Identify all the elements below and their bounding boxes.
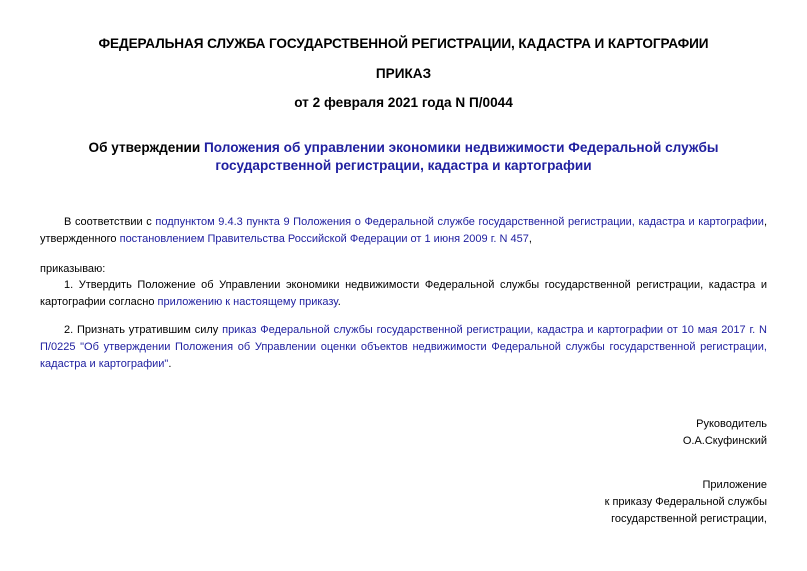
appendix-line-1: Приложение — [702, 479, 767, 491]
item2-text-2: . — [168, 358, 172, 370]
subject-prefix: Об утверждении — [88, 140, 205, 155]
document-type: ПРИКАЗ — [375, 66, 432, 81]
document-subject — [60, 139, 747, 175]
paragraph-item-1 — [40, 277, 767, 311]
item2-text-1: 2. Признать утратившим силу — [64, 324, 223, 336]
basis-text-1: В соответствии с — [64, 216, 156, 228]
paragraph-item-2 — [40, 322, 767, 373]
government-decree-link[interactable]: постановлением Правительства Российской Федерации от 1 июня 2009 г. N 457 — [119, 233, 529, 245]
repealed-order-link[interactable]: приказ Федеральной службы государственной регистрации, кадастра и картографии от 10 мая 2017 г. N П/0225 "Об утверждении Положения об Управлении оценки объектов недвижимости Федеральной службы государственной регистрации, кадастра и картографии" — [40, 324, 768, 370]
basis-text-2: , утвержденного — [40, 216, 767, 245]
basis-text-3: , — [528, 233, 532, 245]
signature-name: О.А.Скуфинский — [682, 435, 767, 447]
signature-title: Руководитель — [696, 418, 767, 430]
document-date: от 2 февраля 2021 года N П/0044 — [294, 95, 513, 110]
signature-block — [683, 416, 767, 450]
item1-text-2: . — [337, 296, 341, 308]
agency-name: ФЕДЕРАЛЬНАЯ СЛУЖБА ГОСУДАРСТВЕННОЙ РЕГИСТРАЦИИ, КАДАСТРА И КАРТОГРАФИИ — [98, 36, 709, 51]
appendix-link[interactable]: приложению к настоящему приказу — [157, 296, 338, 308]
appendix-header — [605, 477, 767, 528]
subject-regulation-link[interactable]: Положения об управлении экономики недвижимости Федеральной службы государственной регистрации, кадастра и картографии — [204, 140, 719, 173]
paragraph-order: приказываю: — [40, 263, 106, 275]
item1-text-1: 1. Утвердить Положение об Управлении экономики недвижимости Федеральной службы государственной регистрации, кадастра и картографии согласно — [40, 279, 767, 308]
appendix-line-3: государственной регистрации, — [611, 513, 767, 525]
paragraph-basis — [40, 214, 767, 248]
subparagraph-link[interactable]: подпунктом 9.4.3 пункта 9 Положения о Федеральной службе государственной регистрации, кадастра и картографии — [155, 216, 764, 228]
appendix-line-2: к приказу Федеральной службы — [604, 496, 767, 508]
